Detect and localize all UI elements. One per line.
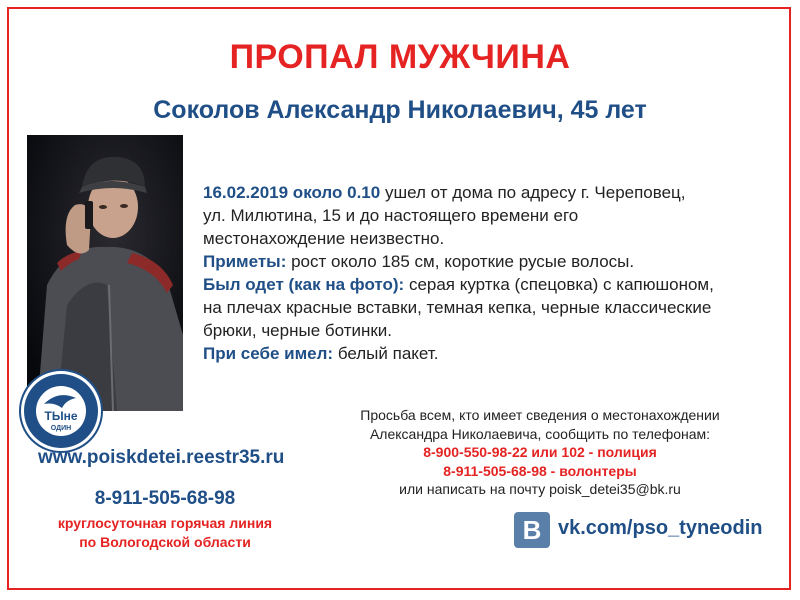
description-line: на плечах красные вставки, темная кепка, черные классические — [203, 298, 712, 317]
items-text: белый пакет. — [333, 344, 439, 363]
vk-link[interactable]: vk.com/pso_tyneodin — [558, 517, 763, 539]
hotline-line: круглосуточная горячая линия — [57, 515, 273, 531]
email-line[interactable]: или написать на почту poisk_detei35@bk.ru — [399, 481, 681, 497]
description-text: ушел от дома по адресу г. Череповец, — [380, 183, 686, 202]
description-line — [203, 342, 783, 365]
signs-label: Приметы: — [203, 252, 287, 271]
emblem-text: ТЫне — [44, 409, 78, 423]
description-line — [203, 250, 783, 273]
organization-emblem-icon — [18, 368, 104, 454]
emblem-text: ОДИН — [50, 425, 72, 432]
description-line — [203, 181, 783, 204]
appeal-block — [330, 406, 750, 499]
signs-text: рост около 185 см, короткие русые волосы. — [286, 252, 635, 271]
hotline-line: по Вологодской области — [79, 534, 251, 550]
appeal-line: Просьба всем, кто имеет сведения о местонахождении — [360, 407, 720, 423]
hotline-phone[interactable]: 8-911-505-68-98 — [94, 488, 236, 509]
hotline-caption — [0, 514, 330, 552]
description-line: ул. Милютина, 15 и до настоящего времени его — [203, 206, 579, 225]
missing-person-name: Соколов Александр Николаевич, 45 лет — [153, 96, 647, 124]
poster-headline: ПРОПАЛ МУЖЧИНА — [229, 38, 571, 76]
volunteers-phone[interactable]: 8-911-505-68-98 - волонтеры — [443, 462, 637, 479]
disappearance-date: 16.02.2019 около 0.10 — [203, 183, 381, 202]
description-line: местонахождение неизвестно. — [203, 229, 445, 248]
clothes-text: серая куртка (спецовка) с капюшоном, — [404, 275, 714, 294]
description-line: брюки, черные ботинки. — [203, 321, 393, 340]
description-block — [203, 181, 783, 365]
vk-logo-icon[interactable]: В — [514, 512, 550, 548]
appeal-line: Александра Николаевича, сообщить по телефонам: — [369, 425, 711, 442]
items-label: При себе имел: — [203, 344, 334, 363]
clothes-label: Был одет (как на фото): — [203, 275, 405, 294]
description-line — [203, 273, 783, 296]
police-phone[interactable]: 8-900-550-98-22 или 102 - полиция — [423, 444, 657, 460]
website-link[interactable]: www.poiskdetei.reestr35.ru — [38, 447, 285, 468]
